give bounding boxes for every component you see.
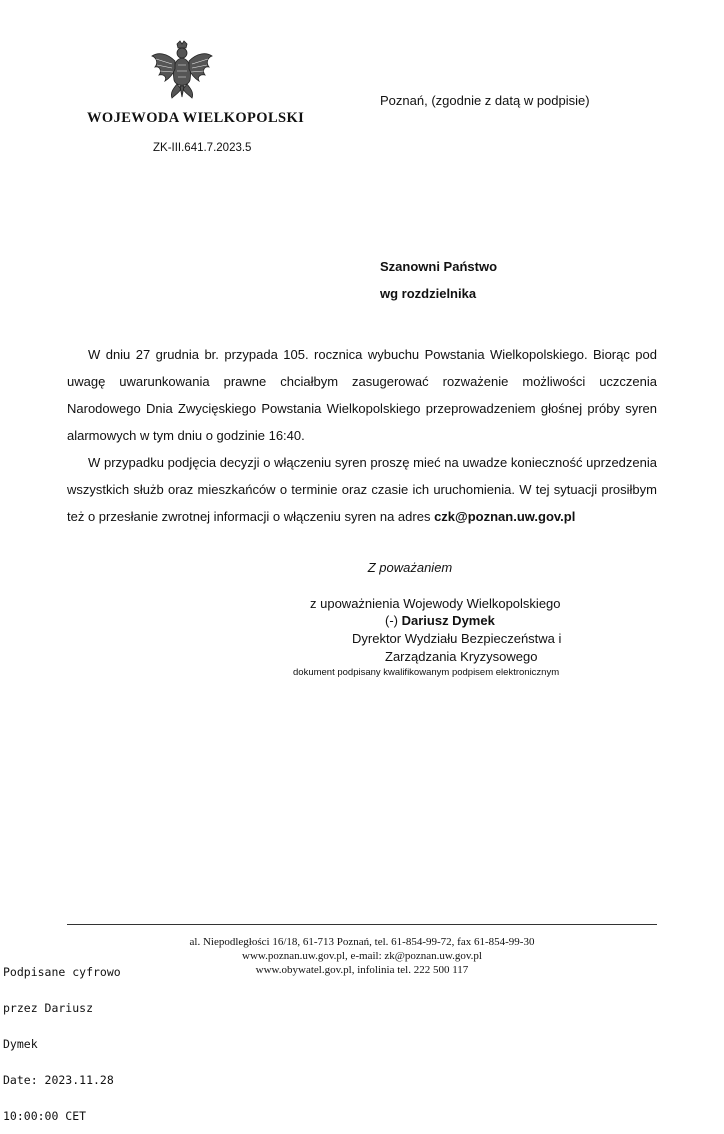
footer-address: al. Niepodległości 16/18, 61-713 Poznań, tel. 61-854-99-72, fax 61-854-99-30: [189, 936, 535, 948]
signatory-title-line-2: Zarządzania Kryzysowego: [385, 649, 538, 664]
footer-web-email: www.poznan.uw.gov.pl, e-mail: zk@poznan.uw.gov.pl: [242, 950, 482, 962]
polish-eagle-emblem-icon: [150, 40, 214, 100]
signatory-prefix: (-): [385, 613, 402, 628]
stamp-line-1: Podpisane cyfrowo: [3, 965, 121, 979]
stamp-line-2: przez Dariusz: [3, 1001, 94, 1015]
closing-phrase: Z poważaniem: [367, 560, 453, 575]
signatory-name-line: [385, 613, 495, 628]
issuer-name: WOJEWODA WIELKOPOLSKI: [87, 110, 305, 126]
footer-contact: [67, 935, 657, 977]
stamp-line-4: Date: 2023.11.28: [3, 1073, 114, 1087]
footer-divider: [67, 924, 657, 925]
signatory-name: Dariusz Dymek: [401, 613, 495, 628]
e-signature-note: dokument podpisany kwalifikowanym podpisem elektronicznym: [293, 667, 560, 678]
signatory-title-line-1: Dyrektor Wydziału Bezpieczeństwa i: [352, 631, 562, 646]
addressee-distribution: wg rozdzielnika: [380, 286, 477, 301]
place-and-date: Poznań, (zgodnie z datą w podpisie): [380, 93, 590, 108]
body-paragraph-1: W dniu 27 grudnia br. przypada 105. rocznica wybuchu Powstania Wielkopolskiego. Biorąc pod uwagę uwarunkowania prawne chciałbym zasugerować rozważenie możliwości uczczenia Narodowego Dnia Zwycięskiego Powstania Wielkopolskiego przeprowadzeniem głośnej próby syren alarmowych w tym dniu o godzinie 16:40.: [67, 347, 657, 443]
stamp-line-5: 10:00:00 CET: [3, 1109, 87, 1123]
addressee-line: Szanowni Państwo: [380, 259, 498, 274]
signature-authorization: z upoważnienia Wojewody Wielkopolskiego: [310, 596, 561, 611]
letter-body: [67, 341, 657, 530]
stamp-line-3: Dymek: [3, 1037, 38, 1051]
body-paragraph-2-text: W przypadku podjęcia decyzji o włączeniu syren proszę mieć na uwadze konieczność uprzedzenia wszystkich służb oraz mieszkańców o terminie oraz czasie ich uruchomienia. W tej sytuacji prosiłbym też o przesłanie zwrotnej informacji o włączeniu syren na adres: [67, 455, 657, 524]
footer-hotline: www.obywatel.gov.pl, infolinia tel. 222 500 117: [255, 964, 469, 976]
body-paragraph-2: [67, 449, 657, 530]
digital-signature-stamp: [3, 942, 121, 1134]
contact-email: czk@poznan.uw.gov.pl: [434, 509, 576, 524]
case-reference-number: ZK-III.641.7.2023.5: [153, 142, 252, 154]
